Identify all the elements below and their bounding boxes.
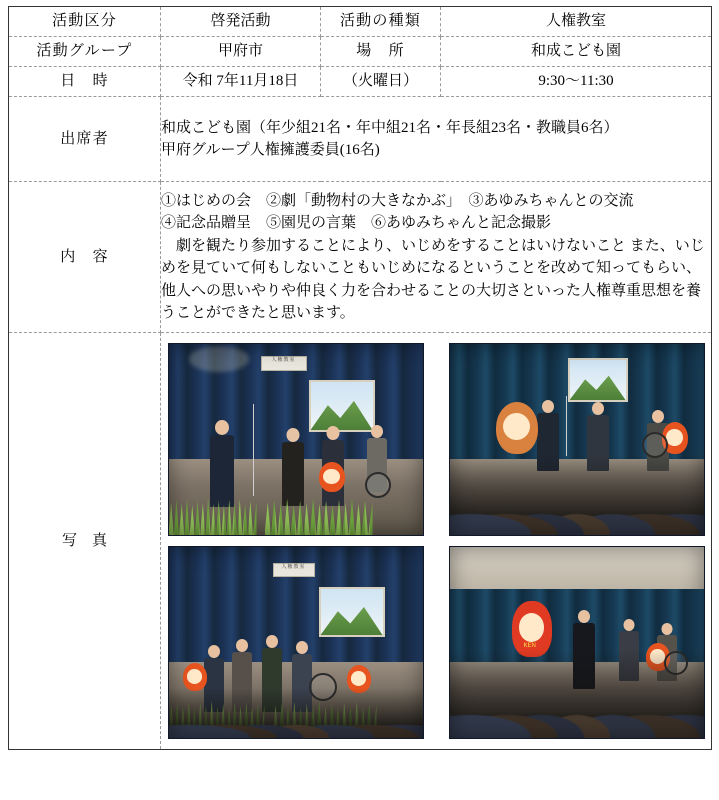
- photo-grid: [161, 343, 711, 739]
- mascot-ken: [512, 601, 552, 657]
- person-head: [266, 635, 278, 648]
- content-line-2: ④記念品贈呈 ⑤園児の言葉 ⑥あゆみちゃんと記念撮影: [161, 215, 552, 231]
- stage-banner: 人権教室: [261, 356, 307, 371]
- table-row: [9, 67, 712, 97]
- photo-4: [449, 546, 705, 739]
- person-head: [296, 641, 308, 654]
- person-body: [210, 435, 234, 507]
- photo-3: [168, 546, 424, 739]
- table-row: [9, 97, 712, 182]
- mascot-ayumi: [319, 462, 345, 492]
- person-head: [215, 420, 229, 435]
- microphone-stand: [253, 404, 254, 496]
- content-value: [161, 182, 712, 333]
- attendees-value: [161, 97, 712, 182]
- mascot-face: [351, 671, 366, 686]
- hall-wall: [450, 547, 704, 589]
- attendees-label: 出席者: [9, 97, 161, 182]
- activity-category-label: 活動区分: [9, 7, 161, 37]
- mascot-face: [323, 469, 340, 485]
- content-line-1: ①はじめの会 ②劇「動物村の大きなかぶ」 ③あゆみちゃんとの交流: [161, 192, 634, 209]
- stage-banner: 人権教室: [273, 563, 315, 577]
- person-presenter: [209, 420, 235, 512]
- activity-group-label: 活動グループ: [9, 37, 161, 67]
- stage-light: [189, 346, 249, 372]
- time-value: 9:30〜11:30: [441, 67, 712, 97]
- microphone-stand: [566, 396, 567, 456]
- photo-1: [168, 343, 424, 536]
- photos-cell: [161, 333, 712, 750]
- activity-report-table: [8, 6, 712, 750]
- picture-board: [319, 587, 385, 637]
- mascot-face: [187, 669, 202, 684]
- children-audience: [450, 650, 704, 738]
- attendees-line-1: 和成こども園（年少組21名・年中組21名・年長組23名・教職員6名）: [161, 119, 619, 136]
- person-head: [652, 410, 664, 423]
- mascot-face: [519, 613, 545, 642]
- photos-label: 写 真: [9, 333, 161, 750]
- children-audience: [450, 455, 704, 535]
- mascot-face: [666, 429, 683, 446]
- person-head: [326, 426, 339, 440]
- person-head: [661, 623, 672, 635]
- person-head: [623, 619, 634, 631]
- person-head: [236, 639, 248, 652]
- place-value: 和成こども園: [441, 37, 712, 67]
- weekday-value: （火曜日）: [321, 67, 441, 97]
- date-value: 令和 7年11月18日: [161, 67, 321, 97]
- activity-group-value: 甲府市: [161, 37, 321, 67]
- person-body: [282, 442, 304, 506]
- table-row: [9, 37, 712, 67]
- mascot-ayumi: [496, 402, 538, 454]
- table-row: [9, 7, 712, 37]
- place-label: 場 所: [321, 37, 441, 67]
- content-label: 内 容: [9, 182, 161, 333]
- activity-type-label: 活動の種類: [321, 7, 441, 37]
- datetime-label: 日 時: [9, 67, 161, 97]
- wheelchair: [365, 472, 391, 498]
- person-head: [371, 425, 383, 438]
- picture-board: [568, 358, 628, 402]
- person-head: [208, 645, 220, 658]
- children-audience: [169, 688, 423, 738]
- content-paragraph: 劇を観たり参加することにより、いじめをすることはいけないこと また、いじめを見ていて何もしないこともいじめになるということを改めて知ってもらい、他人への思いやりや仲良く力を合わせることの大切さといった人権尊重思想を養うことができたと思います。: [161, 237, 705, 321]
- activity-category-value: 啓発活動: [161, 7, 321, 37]
- person-head: [578, 610, 590, 623]
- person-head: [286, 428, 299, 442]
- activity-type-value: 人権教室: [441, 7, 712, 37]
- mascot-orange-left: [183, 663, 207, 691]
- table-row: [9, 333, 712, 750]
- person-committee-a: [281, 428, 305, 512]
- person-head: [592, 402, 604, 415]
- mascot-face: [503, 413, 530, 440]
- mascot-ken-label: KEN: [523, 643, 536, 650]
- table-row: [9, 182, 712, 333]
- photo-2: [449, 343, 705, 536]
- attendees-line-2: 甲府グループ人権擁護委員(16名): [161, 142, 380, 158]
- person-head: [542, 400, 554, 413]
